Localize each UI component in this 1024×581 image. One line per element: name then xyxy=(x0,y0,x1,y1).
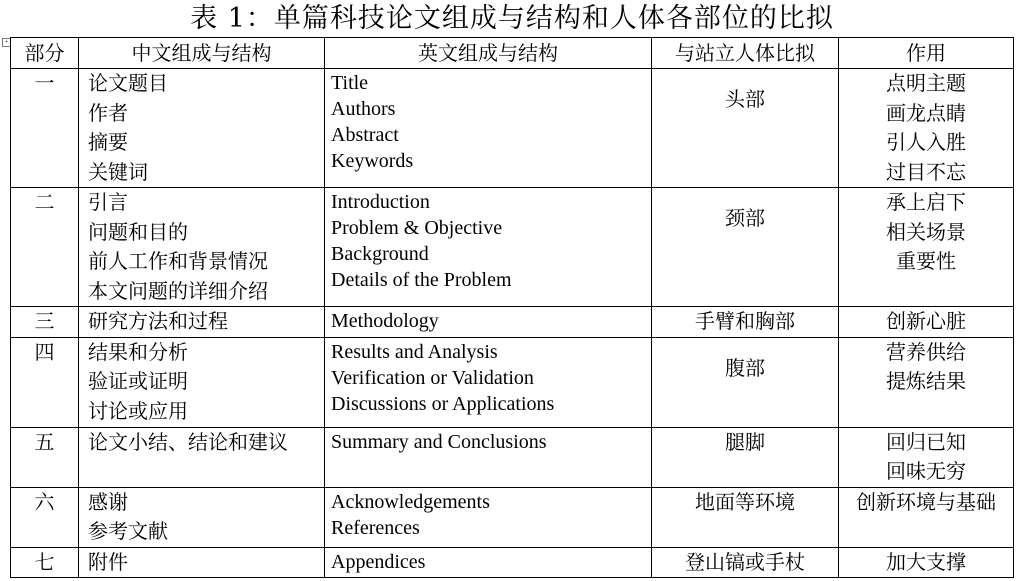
cell-body xyxy=(652,487,839,547)
cell-en xyxy=(325,487,652,547)
use-line: 回味无穷 xyxy=(886,459,966,483)
cell-cn xyxy=(79,547,325,578)
use-line: 提炼结果 xyxy=(886,369,966,393)
en-line: Verification or Validation xyxy=(331,366,534,389)
table-row xyxy=(11,427,1014,487)
use-line: 重要性 xyxy=(896,249,956,273)
cell-part: 三 xyxy=(11,307,79,338)
en-line: References xyxy=(331,516,420,539)
table-row xyxy=(11,337,1014,427)
cell-use xyxy=(839,487,1014,547)
cell-body xyxy=(652,337,839,427)
cell-part: 五 xyxy=(11,427,79,487)
cell-use xyxy=(839,188,1014,307)
use-line: 点明主题 xyxy=(886,71,966,95)
body-line: 腿脚 xyxy=(725,429,765,454)
en-line: Title xyxy=(331,72,369,94)
cell-cn xyxy=(79,307,325,338)
body-line: 头部 xyxy=(725,87,765,111)
en-line: Discussions or Applications xyxy=(331,392,555,415)
header-en: 英文组成与结构 xyxy=(325,38,652,69)
use-line: 相关场景 xyxy=(886,219,966,244)
cn-line: 结果和分析 xyxy=(88,339,188,364)
cn-line: 作者 xyxy=(88,100,128,125)
cell-en xyxy=(325,188,652,307)
use-line: 引人入胜 xyxy=(886,130,966,154)
en-line: Background xyxy=(331,243,429,265)
cell-body xyxy=(652,547,839,578)
header-part: 部分 xyxy=(11,38,79,69)
cell-cn xyxy=(79,487,325,547)
table-row xyxy=(11,307,1014,338)
cell-en xyxy=(325,69,652,188)
body-line: 腹部 xyxy=(725,355,765,380)
comparison-table xyxy=(10,37,1014,578)
cell-cn xyxy=(79,188,325,307)
table-title: 表 1：单篇科技论文组成与结构和人体各部位的比拟 xyxy=(190,3,834,34)
use-line: 创新心脏 xyxy=(886,309,966,333)
en-line: Abstract xyxy=(331,124,399,146)
cn-line: 关键词 xyxy=(88,159,148,184)
cell-use xyxy=(839,69,1014,188)
cell-en xyxy=(325,427,652,487)
use-line: 承上启下 xyxy=(886,190,966,214)
cell-use xyxy=(839,427,1014,487)
cell-body xyxy=(652,427,839,487)
en-line: Acknowledgements xyxy=(331,490,490,513)
use-line: 画龙点睛 xyxy=(886,100,966,125)
body-line: 手臂和胸部 xyxy=(695,309,795,333)
cn-line: 问题和目的 xyxy=(88,219,188,244)
cn-line: 参考文献 xyxy=(88,519,168,543)
cn-line: 附件 xyxy=(88,549,128,574)
cell-body xyxy=(652,188,839,307)
en-line: Summary and Conclusions xyxy=(331,430,547,453)
en-line: Keywords xyxy=(331,150,414,172)
cell-cn xyxy=(79,337,325,427)
cell-en xyxy=(325,547,652,578)
cn-line: 引言 xyxy=(88,190,128,214)
use-line: 创新环境与基础 xyxy=(856,489,996,514)
use-line: 过目不忘 xyxy=(886,159,966,184)
cell-part: 六 xyxy=(11,487,79,547)
table-row xyxy=(11,188,1014,307)
cell-body xyxy=(652,69,839,188)
body-line: 登山镐或手杖 xyxy=(685,549,805,574)
header-body: 与站立人体比拟 xyxy=(652,38,839,69)
en-line: Introduction xyxy=(331,191,430,213)
table-row xyxy=(11,69,1014,188)
header-row xyxy=(11,38,1014,69)
cell-part: 二 xyxy=(11,188,79,307)
en-line: Results and Analysis xyxy=(331,340,498,363)
cell-cn xyxy=(79,427,325,487)
cn-line: 验证或证明 xyxy=(88,369,188,393)
cell-part: 一 xyxy=(11,69,79,188)
cell-en xyxy=(325,337,652,427)
en-line: Authors xyxy=(331,98,396,120)
body-line: 地面等环境 xyxy=(695,489,795,514)
cell-use xyxy=(839,337,1014,427)
cell-body xyxy=(652,307,839,338)
en-line: Methodology xyxy=(331,310,439,332)
use-line: 营养供给 xyxy=(886,339,966,364)
en-line: Problem & Objective xyxy=(331,217,503,239)
header-use: 作用 xyxy=(839,38,1014,69)
cn-line: 研究方法和过程 xyxy=(88,309,228,333)
cn-line: 感谢 xyxy=(88,489,128,514)
en-line: Details of the Problem xyxy=(331,269,512,291)
cn-line: 前人工作和背景情况 xyxy=(88,249,268,273)
use-line: 加大支撑 xyxy=(886,549,966,574)
en-line: Appendices xyxy=(331,550,426,573)
cell-use xyxy=(839,307,1014,338)
cell-en xyxy=(325,307,652,338)
header-cn: 中文组成与结构 xyxy=(79,38,325,69)
cell-part: 四 xyxy=(11,337,79,427)
cn-line: 论文题目 xyxy=(88,71,168,95)
cn-line: 论文小结、结论和建议 xyxy=(88,429,288,454)
table-row xyxy=(11,487,1014,547)
cn-line: 摘要 xyxy=(88,130,128,154)
cell-cn xyxy=(79,69,325,188)
cell-use xyxy=(839,547,1014,578)
cell-part: 七 xyxy=(11,547,79,578)
body-line: 颈部 xyxy=(725,206,765,230)
use-line: 回归已知 xyxy=(886,429,966,454)
table-row xyxy=(11,547,1014,578)
table-move-handle-icon[interactable]: + xyxy=(2,38,11,47)
cn-line: 本文问题的详细介绍 xyxy=(88,278,268,303)
cn-line: 讨论或应用 xyxy=(88,398,188,423)
